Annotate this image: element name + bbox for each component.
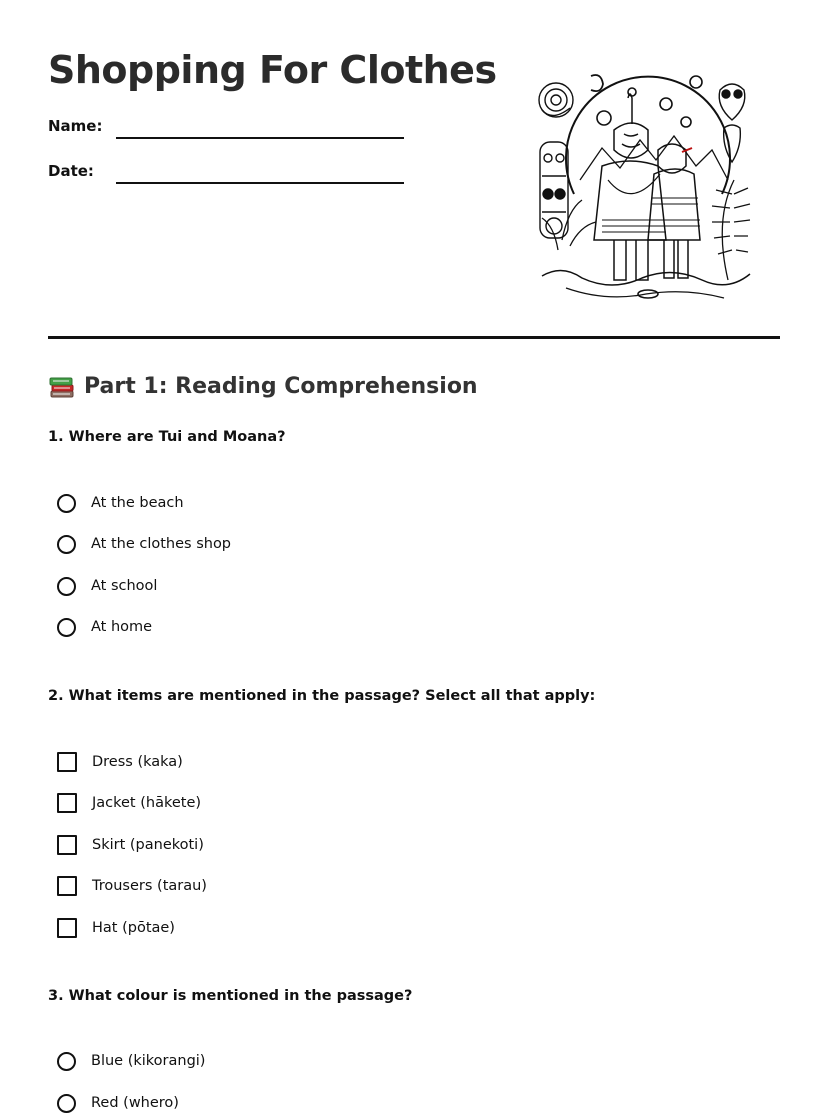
option-label: Blue (kikorangi) (91, 1053, 206, 1069)
q2-option-jacket[interactable] (57, 790, 201, 816)
question-1: 1. Where are Tui and Moana? (48, 429, 286, 445)
q3-option-red[interactable] (57, 1090, 179, 1116)
radio-button[interactable] (57, 1094, 76, 1113)
option-label: At home (91, 619, 153, 635)
date-field[interactable] (48, 162, 408, 186)
name-field[interactable] (48, 117, 408, 141)
q1-option-beach[interactable] (57, 490, 184, 516)
radio-button[interactable] (57, 1052, 76, 1071)
checkbox[interactable] (57, 793, 77, 813)
option-label: At school (91, 578, 158, 594)
option-label: At the clothes shop (91, 536, 232, 552)
radio-button[interactable] (57, 535, 76, 554)
name-line[interactable] (116, 137, 404, 139)
radio-button[interactable] (57, 618, 76, 637)
worksheet-title: Shopping For Clothes (48, 48, 497, 92)
q2-option-dress[interactable] (57, 749, 183, 775)
date-line[interactable] (116, 182, 404, 184)
q2-option-trousers[interactable] (57, 873, 207, 899)
question-2: 2. What items are mentioned in the passage? Select all that apply: (48, 688, 596, 704)
date-label: Date: (48, 162, 94, 180)
option-label: Dress (kaka) (92, 754, 183, 770)
checkbox[interactable] (57, 835, 77, 855)
radio-button[interactable] (57, 494, 76, 513)
part1-heading-text: Part 1: Reading Comprehension (84, 373, 478, 399)
books-icon (48, 372, 76, 400)
q3-option-blue[interactable] (57, 1048, 205, 1074)
maori-couple-illustration (536, 70, 758, 302)
option-label: Jacket (hākete) (92, 795, 202, 811)
option-label: Trousers (tarau) (92, 878, 207, 894)
question-3: 3. What colour is mentioned in the passage? (48, 988, 413, 1004)
q2-option-hat[interactable] (57, 915, 175, 941)
checkbox[interactable] (57, 876, 77, 896)
q1-option-home[interactable] (57, 614, 152, 640)
q1-option-clothes-shop[interactable] (57, 531, 231, 557)
q1-option-school[interactable] (57, 573, 157, 599)
q2-option-skirt[interactable] (57, 832, 204, 858)
checkbox[interactable] (57, 752, 77, 772)
option-label: Red (whero) (91, 1095, 179, 1111)
part1-heading (48, 372, 478, 400)
option-label: Skirt (panekoti) (92, 837, 204, 853)
option-label: At the beach (91, 495, 184, 511)
radio-button[interactable] (57, 577, 76, 596)
name-label: Name: (48, 117, 103, 135)
header-divider (48, 336, 780, 339)
option-label: Hat (pōtae) (92, 920, 175, 936)
checkbox[interactable] (57, 918, 77, 938)
